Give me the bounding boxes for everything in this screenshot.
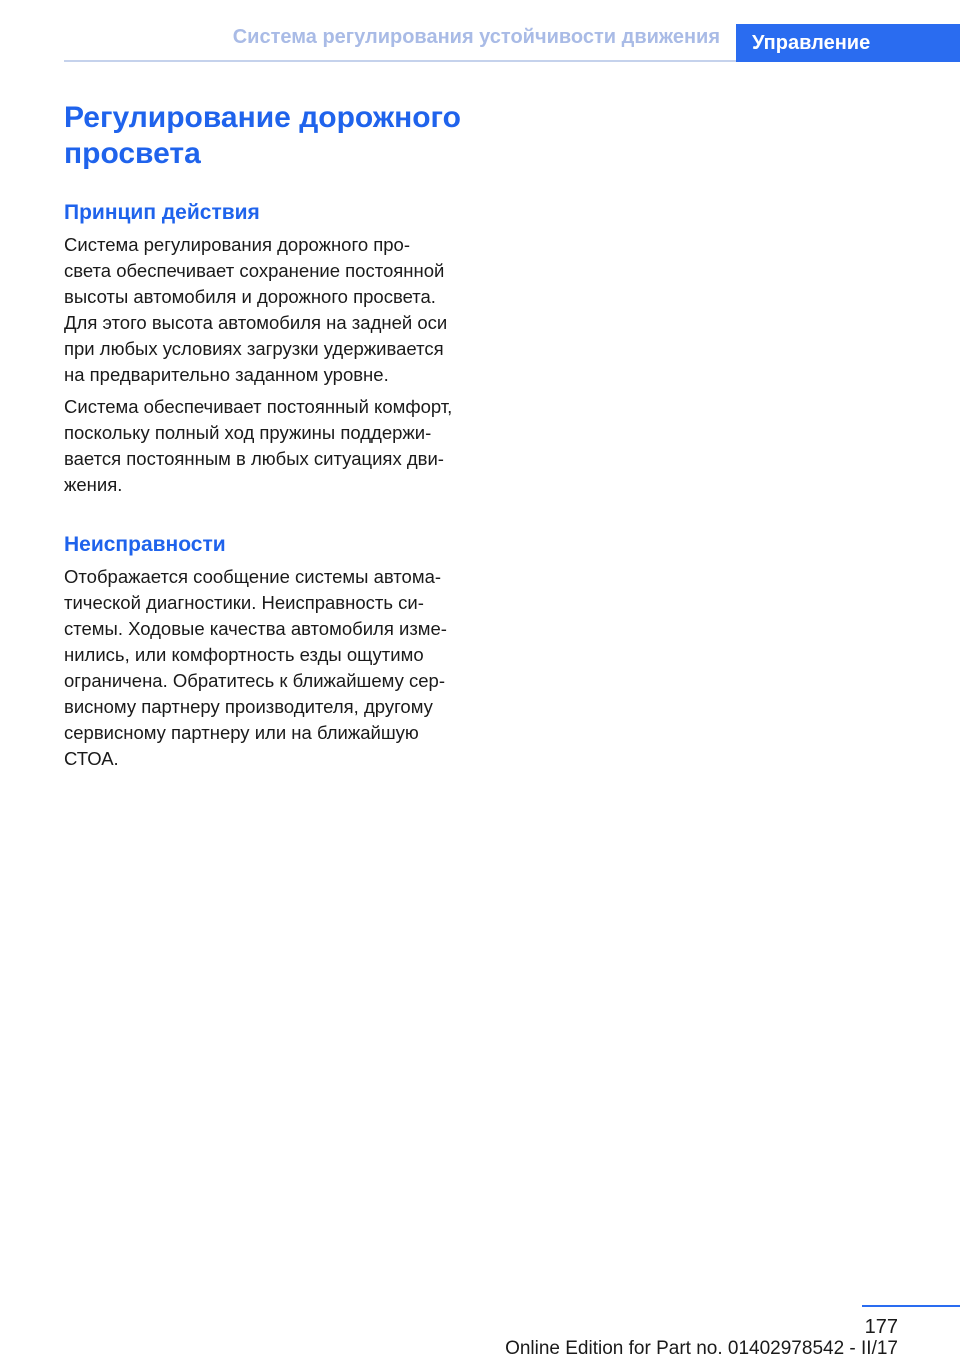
text-line: Система обеспечивает постоянный комфорт, <box>64 396 453 417</box>
paragraph <box>64 232 484 388</box>
footer-divider <box>862 1305 960 1307</box>
text-line: ограничена. Обратитесь к ближайшему сер- <box>64 670 445 691</box>
page-title <box>64 100 484 172</box>
page-title-line: Регулирование дорожного <box>64 101 461 134</box>
text-line: вается постоянным в любых ситуациях дви- <box>64 448 444 469</box>
paragraph <box>64 564 484 772</box>
text-line: света обеспечивает сохранение постоянной <box>64 260 445 281</box>
section-heading-malfunctions: Неисправности <box>64 533 226 556</box>
text-line: жения. <box>64 474 123 495</box>
chapter-tab: Управление <box>736 24 960 62</box>
text-line: высоты автомобиля и дорожного просвета. <box>64 286 436 307</box>
text-line: на предварительно заданном уровне. <box>64 364 389 385</box>
text-line: Для этого высота автомобиля на задней оси <box>64 312 448 333</box>
text-line: Система регулирования дорожного про- <box>64 234 410 255</box>
text-line: Отображается сообщение системы автома- <box>64 566 442 587</box>
text-line: стемы. Ходовые качества автомобиля изме- <box>64 618 447 639</box>
text-line: при любых условиях загрузки удерживается <box>64 338 444 359</box>
section-heading-principle: Принцип действия <box>64 201 260 224</box>
text-line: СТОА. <box>64 748 119 769</box>
text-line: нились, или комфортность езды ощутимо <box>64 644 424 665</box>
paragraph <box>64 394 484 498</box>
article-body <box>64 100 484 772</box>
text-line: сервисному партнеру или на ближайшую <box>64 722 419 743</box>
edition-footer: Online Edition for Part no. 01402978542 - II/17 <box>505 1338 898 1359</box>
text-line: висному партнеру производителя, другому <box>64 696 433 717</box>
page-title-line: просвета <box>64 137 201 170</box>
header-divider <box>64 60 736 62</box>
text-line: тической диагностики. Неисправность си- <box>64 592 424 613</box>
running-header-section-title: Система регулирования устойчивости движения <box>232 26 720 48</box>
text-line: поскольку полный ход пружины поддержи- <box>64 422 432 443</box>
page-number: 177 <box>864 1316 898 1338</box>
